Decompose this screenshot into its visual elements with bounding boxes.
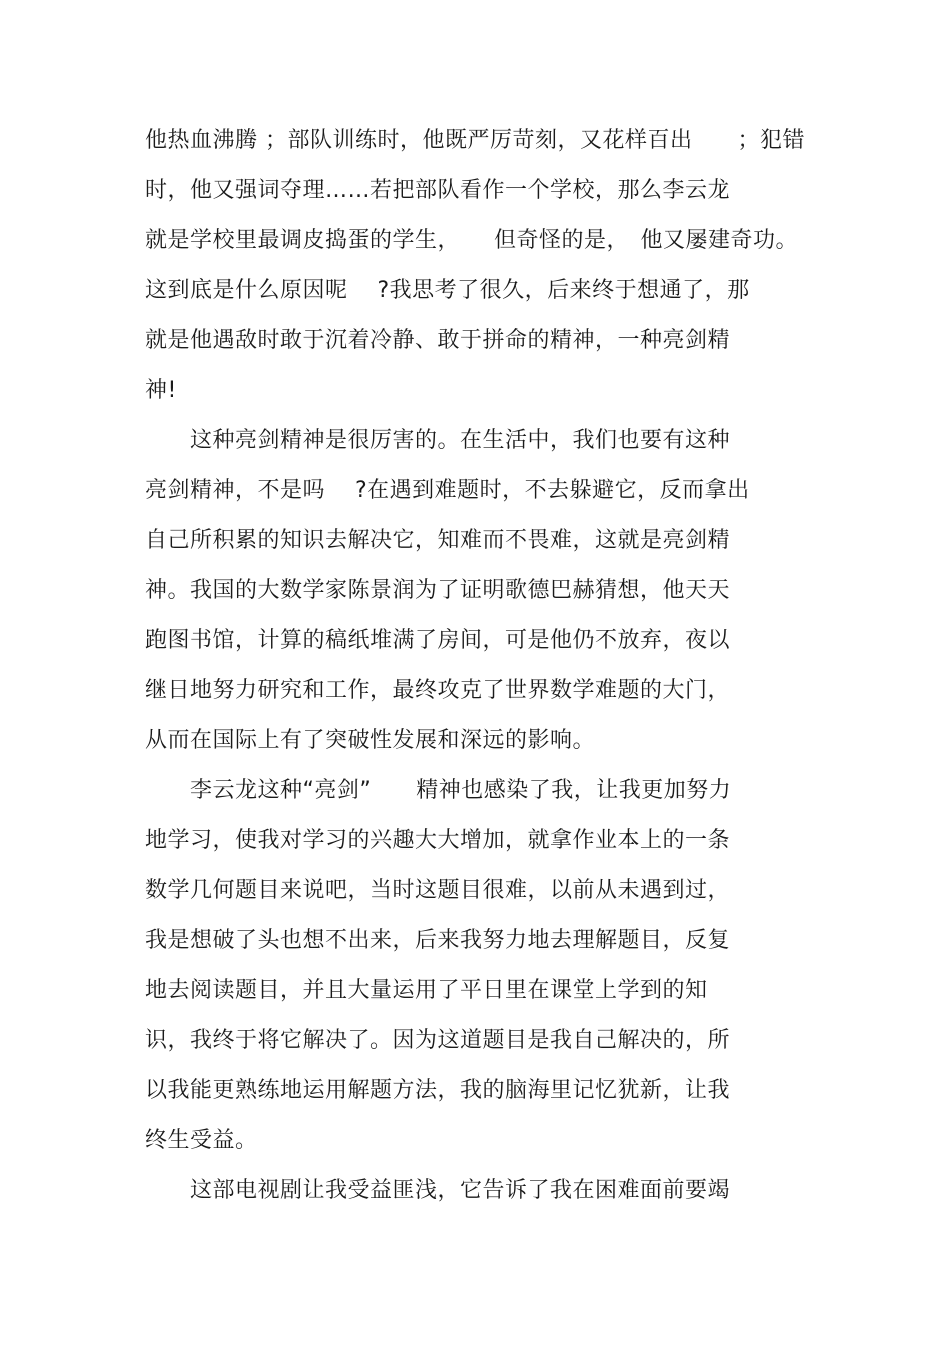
text-line: 他热血沸腾 ；部队训练时，他既严厉苛刻，又花样百出 ；犯错 xyxy=(145,128,805,153)
text-line: 我是想破了头也想不出来，后来我努力地去理解题目，反复 xyxy=(145,928,731,953)
text-line: 数学几何题目来说吧，当时这题目很难，以前从未遇到过， xyxy=(145,878,731,903)
text-line: 以我能更熟练地运用解题方法，我的脑海里记忆犹新，让我 xyxy=(145,1078,731,1103)
text-line: 地学习，使我对学习的兴趣大大增加，就拿作业本上的一条 xyxy=(145,828,731,853)
text-line: 时，他又强词夺理……若把部队看作一个学校，那么李云龙 xyxy=(145,178,731,203)
text-line: 李云龙这种“亮剑” 精神也感染了我，让我更加努力 xyxy=(145,778,732,803)
text-line: 亮剑精神，不是吗 ?在遇到难题时，不去躲避它，反而拿出 xyxy=(145,478,750,503)
text-line: 神。我国的大数学家陈景润为了证明歌德巴赫猜想，他天天 xyxy=(145,578,731,603)
text-line: 自己所积累的知识去解决它，知难而不畏难，这就是亮剑精 xyxy=(145,528,731,553)
text-line: 跑图书馆，计算的稿纸堆满了房间，可是他仍不放弃，夜以 xyxy=(145,628,731,653)
text-line: 就是他遇敌时敢于沉着冷静、敢于拼命的精神，一种亮剑精 xyxy=(145,328,731,353)
text-line: 这种亮剑精神是很厉害的。在生活中，我们也要有这种 xyxy=(145,428,731,453)
text-line: 终生受益。 xyxy=(145,1128,258,1153)
text-line: 从而在国际上有了突破性发展和深远的影响。 xyxy=(145,728,596,753)
text-line: 就是学校里最调皮捣蛋的学生， 但奇怪的是， 他又屡建奇功。 xyxy=(145,228,799,253)
text-line: 继日地努力研究和工作，最终攻克了世界数学难题的大门， xyxy=(145,678,731,703)
text-line: 地去阅读题目，并且大量运用了平日里在课堂上学到的知 xyxy=(145,978,708,1003)
text-line: 这部电视剧让我受益匪浅，它告诉了我在困难面前要竭 xyxy=(145,1178,731,1203)
text-line: 识，我终于将它解决了。因为这道题目是我自己解决的，所 xyxy=(145,1028,731,1053)
text-line: 这到底是什么原因呢 ?我思考了很久，后来终于想通了，那 xyxy=(145,278,750,303)
text-line: 神! xyxy=(145,378,177,403)
